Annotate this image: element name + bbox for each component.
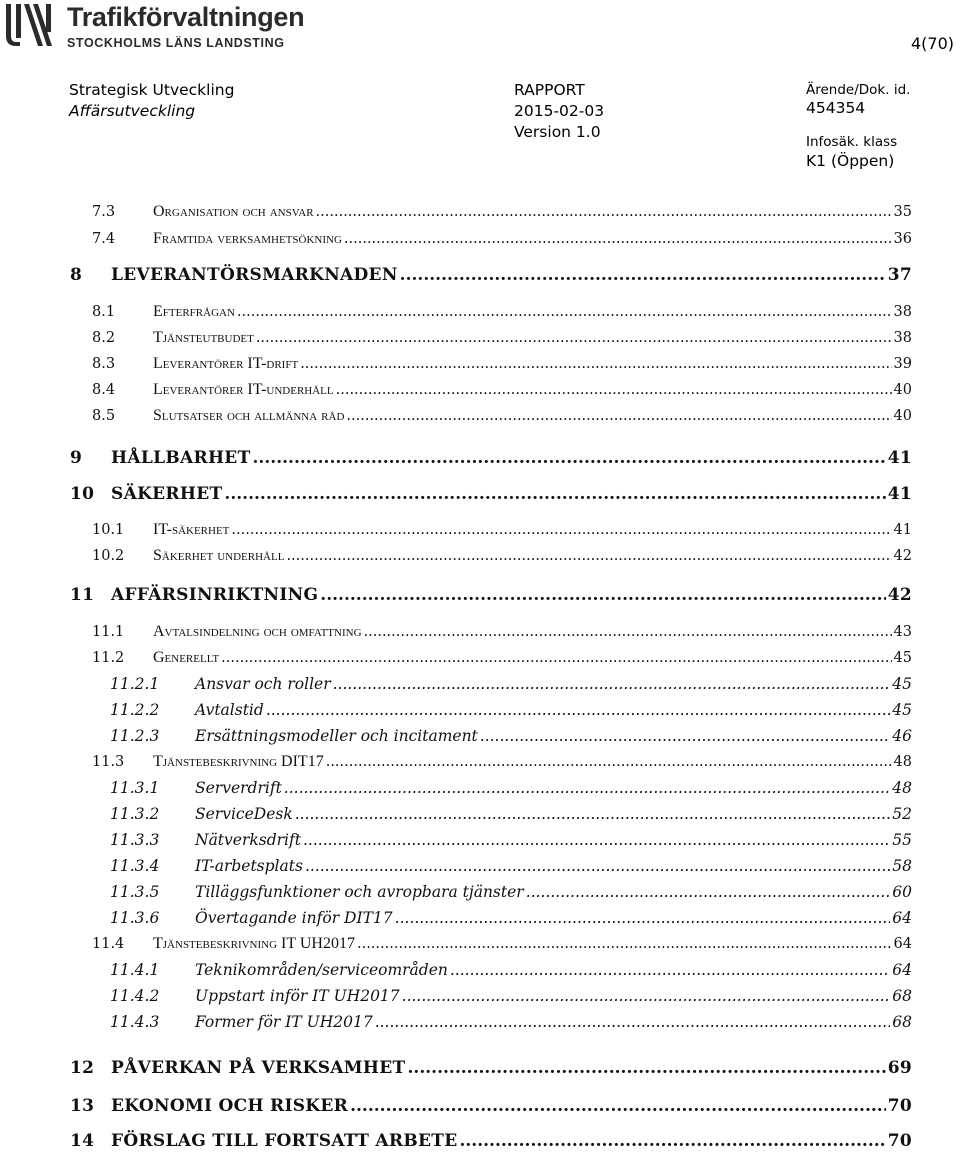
toc-page: 39	[893, 356, 912, 372]
toc-entry-14[interactable]	[70, 1131, 912, 1151]
toc-entry-11-4-3[interactable]	[110, 1013, 912, 1031]
toc-leader	[336, 382, 892, 398]
toc-title: Former för IT UH2017	[195, 1013, 373, 1031]
toc-title: Tjänstebeskrivning IT UH2017	[153, 935, 355, 952]
toc-leader	[375, 1013, 891, 1031]
toc-title: IT-arbetsplats	[195, 857, 303, 875]
toc-entry-11-3-5[interactable]	[110, 883, 912, 901]
toc-page: 42	[893, 548, 912, 564]
document-date: 2015-02-03	[514, 102, 605, 120]
toc-number: 11.4.1	[110, 961, 160, 979]
toc-number: 8	[70, 265, 83, 285]
toc-page: 48	[893, 754, 912, 770]
toc-entry-11-2[interactable]	[92, 649, 912, 667]
toc-page: 41	[893, 522, 912, 538]
toc-page: 52	[892, 805, 912, 823]
logo-title: Trafikförvaltningen	[67, 2, 305, 32]
toc-leader	[320, 585, 885, 605]
toc-number: 8.4	[92, 382, 116, 398]
toc-page: 64	[892, 909, 912, 927]
toc-page: 46	[892, 727, 912, 745]
toc-title: Nätverksdrift	[195, 831, 301, 849]
toc-page: 58	[892, 857, 912, 875]
toc-number: 8.3	[92, 356, 116, 372]
toc-title: Efterfrågan	[153, 303, 235, 320]
toc-number: 8.2	[92, 330, 116, 346]
toc-leader	[402, 987, 891, 1005]
toc-title: SÄKERHET	[111, 484, 223, 504]
toc-leader	[333, 675, 891, 693]
toc-title: Organisation och ansvar	[153, 203, 314, 220]
toc-page: 64	[892, 961, 912, 979]
toc-number: 11.3.1	[110, 779, 160, 797]
toc-number: 14	[70, 1131, 95, 1151]
toc-leader	[407, 1058, 885, 1078]
toc-leader	[286, 548, 891, 564]
toc-title: Uppstart inför IT UH2017	[195, 987, 400, 1005]
organization-logo	[0, 0, 330, 56]
toc-number: 11.2	[92, 650, 125, 666]
toc-entry-11-1[interactable]	[92, 623, 912, 641]
toc-leader	[344, 231, 892, 247]
toc-number: 11.2.3	[110, 727, 160, 745]
toc-title: Övertagande inför DIT17	[195, 909, 393, 927]
toc-title: Avtalstid	[195, 701, 264, 719]
toc-number: 9	[70, 448, 83, 468]
toc-page: 35	[893, 204, 912, 220]
toc-leader	[253, 448, 886, 468]
toc-number: 13	[70, 1096, 95, 1116]
toc-number: 7.3	[92, 204, 116, 220]
toc-number: 11.3.4	[110, 857, 160, 875]
toc-leader	[295, 805, 891, 823]
toc-page: 70	[887, 1131, 912, 1151]
toc-leader	[266, 701, 890, 719]
toc-number: 7.4	[92, 231, 116, 247]
classification-label: Infosäk. klass	[806, 134, 898, 150]
toc-entry-13[interactable]	[70, 1096, 912, 1116]
toc-page: 42	[887, 585, 912, 605]
toc-entry-11-4-2[interactable]	[110, 987, 912, 1005]
toc-title: Tjänsteutbudet	[153, 329, 254, 346]
toc-leader	[231, 522, 891, 538]
toc-leader	[346, 408, 891, 424]
toc-number: 11	[70, 585, 95, 605]
toc-leader	[221, 650, 891, 666]
unit: Affärsutveckling	[69, 102, 196, 120]
toc-number: 11.4	[92, 936, 125, 952]
toc-page: 45	[892, 675, 912, 693]
toc-entry-11-3-2[interactable]	[110, 805, 912, 823]
toc-number: 11.3.5	[110, 883, 160, 901]
toc-number: 8.1	[92, 304, 116, 320]
toc-leader	[284, 779, 890, 797]
toc-page: 40	[893, 408, 912, 424]
toc-entry-7-3[interactable]	[92, 203, 912, 221]
toc-entry-11-3-4[interactable]	[110, 857, 912, 875]
toc-leader	[459, 1131, 885, 1151]
toc-page: 64	[893, 936, 912, 952]
toc-title: HÅLLBARHET	[111, 448, 251, 468]
case-id: 454354	[806, 99, 866, 117]
toc-number: 10	[70, 484, 95, 504]
toc-title: AFFÄRSINRIKTNING	[111, 585, 319, 605]
toc-entry-10[interactable]	[70, 484, 912, 504]
toc-page: 55	[892, 831, 912, 849]
toc-entry-10-1[interactable]	[92, 521, 912, 539]
toc-page: 37	[887, 265, 912, 285]
toc-title: Leverantörer IT-underhåll	[153, 381, 334, 398]
toc-entry-8-1[interactable]	[92, 303, 912, 321]
toc-number: 11.3.2	[110, 805, 160, 823]
toc-number: 10.1	[92, 522, 125, 538]
logo-subtitle: STOCKHOLMS LÄNS LANDSTING	[67, 36, 285, 50]
toc-page: 45	[893, 650, 912, 666]
toc-title: Tjänstebeskrivning DIT17	[153, 753, 324, 770]
page-number: 4(70)	[911, 34, 955, 53]
toc-number: 11.2.1	[110, 675, 160, 693]
toc-entry-11-3[interactable]	[92, 753, 912, 771]
toc-leader	[300, 356, 891, 372]
toc-entry-11-2-3[interactable]	[110, 727, 912, 745]
toc-title: Ersättningsmodeller och incitament	[195, 727, 478, 745]
toc-entry-11-3-1[interactable]	[110, 779, 912, 797]
toc-title: Avtalsindelning och omfattning	[153, 623, 362, 640]
toc-page: 38	[893, 304, 912, 320]
toc-entry-11-3-3[interactable]	[110, 831, 912, 849]
toc-title: Tilläggsfunktioner och avropbara tjänster	[195, 883, 524, 901]
toc-number: 11.4.3	[110, 1013, 160, 1031]
toc-entry-11[interactable]	[70, 585, 912, 605]
toc-entry-11-4-1[interactable]	[110, 961, 912, 979]
toc-leader	[480, 727, 890, 745]
toc-leader	[526, 883, 891, 901]
toc-number: 11.2.2	[110, 701, 160, 719]
toc-title: Leverantörer IT-drift	[153, 355, 299, 372]
toc-title: Slutsatser och allmänna råd	[153, 407, 345, 424]
toc-page: 40	[893, 382, 912, 398]
toc-page: 48	[892, 779, 912, 797]
toc-number: 11.1	[92, 624, 125, 640]
toc-page: 68	[892, 1013, 912, 1031]
toc-page: 70	[887, 1096, 912, 1116]
toc-entry-11-2-1[interactable]	[110, 675, 912, 693]
toc-page: 41	[887, 448, 912, 468]
toc-leader	[395, 909, 891, 927]
toc-entry-11-3-6[interactable]	[110, 909, 912, 927]
toc-number: 11.3.6	[110, 909, 160, 927]
toc-leader	[256, 330, 892, 346]
toc-entry-11-2-2[interactable]	[110, 701, 912, 719]
toc-number: 11.4.2	[110, 987, 160, 1005]
toc-title: PÅVERKAN PÅ VERKSAMHET	[111, 1058, 406, 1078]
logo-mark-icon	[2, 2, 62, 52]
toc-title: Säkerhet underhåll	[153, 547, 285, 564]
toc-title: Generellt	[153, 649, 220, 666]
toc-page: 60	[892, 883, 912, 901]
toc-entry-8[interactable]	[70, 265, 912, 285]
toc-number: 11.3.3	[110, 831, 160, 849]
classification-value: K1 (Öppen)	[806, 152, 895, 170]
toc-page: 41	[887, 484, 912, 504]
toc-page: 69	[887, 1058, 912, 1078]
toc-leader	[357, 936, 892, 952]
department: Strategisk Utveckling	[69, 81, 235, 99]
toc-leader	[326, 754, 892, 770]
toc-page: 36	[893, 231, 912, 247]
toc-title: IT-säkerhet	[153, 521, 230, 538]
document-type: RAPPORT	[514, 81, 585, 99]
toc-leader	[350, 1096, 886, 1116]
toc-entry-12[interactable]	[70, 1058, 912, 1078]
toc-title: Framtida verksamhetsökning	[153, 230, 342, 247]
toc-leader	[450, 961, 890, 979]
toc-leader	[316, 204, 892, 220]
toc-title: Serverdrift	[195, 779, 282, 797]
toc-leader	[303, 831, 890, 849]
toc-page: 43	[893, 624, 912, 640]
toc-entry-8-4[interactable]	[92, 381, 912, 399]
toc-title: ServiceDesk	[195, 805, 293, 823]
toc-entry-7-4[interactable]	[92, 230, 912, 248]
toc-entry-9[interactable]	[70, 448, 912, 468]
toc-leader	[305, 857, 890, 875]
toc-title: EKONOMI OCH RISKER	[111, 1096, 349, 1116]
toc-entry-8-5[interactable]	[92, 407, 912, 425]
toc-number: 11.3	[92, 754, 125, 770]
toc-title: Teknikområden/serviceområden	[195, 961, 448, 979]
toc-page: 38	[893, 330, 912, 346]
toc-leader	[400, 265, 886, 285]
toc-entry-10-2[interactable]	[92, 547, 912, 565]
toc-leader	[224, 484, 885, 504]
toc-title: LEVERANTÖRSMARKNADEN	[111, 265, 398, 285]
toc-number: 12	[70, 1058, 95, 1078]
toc-page: 68	[892, 987, 912, 1005]
toc-page: 45	[892, 701, 912, 719]
toc-number: 8.5	[92, 408, 116, 424]
toc-entry-8-3[interactable]	[92, 355, 912, 373]
toc-title: Ansvar och roller	[195, 675, 331, 693]
toc-entry-8-2[interactable]	[92, 329, 912, 347]
toc-leader	[237, 304, 892, 320]
document-version: Version 1.0	[514, 123, 601, 141]
toc-entry-11-4[interactable]	[92, 935, 912, 953]
toc-leader	[364, 624, 892, 640]
toc-number: 10.2	[92, 548, 125, 564]
case-label: Ärende/Dok. id.	[806, 82, 911, 98]
toc-title: FÖRSLAG TILL FORTSATT ARBETE	[111, 1131, 458, 1151]
